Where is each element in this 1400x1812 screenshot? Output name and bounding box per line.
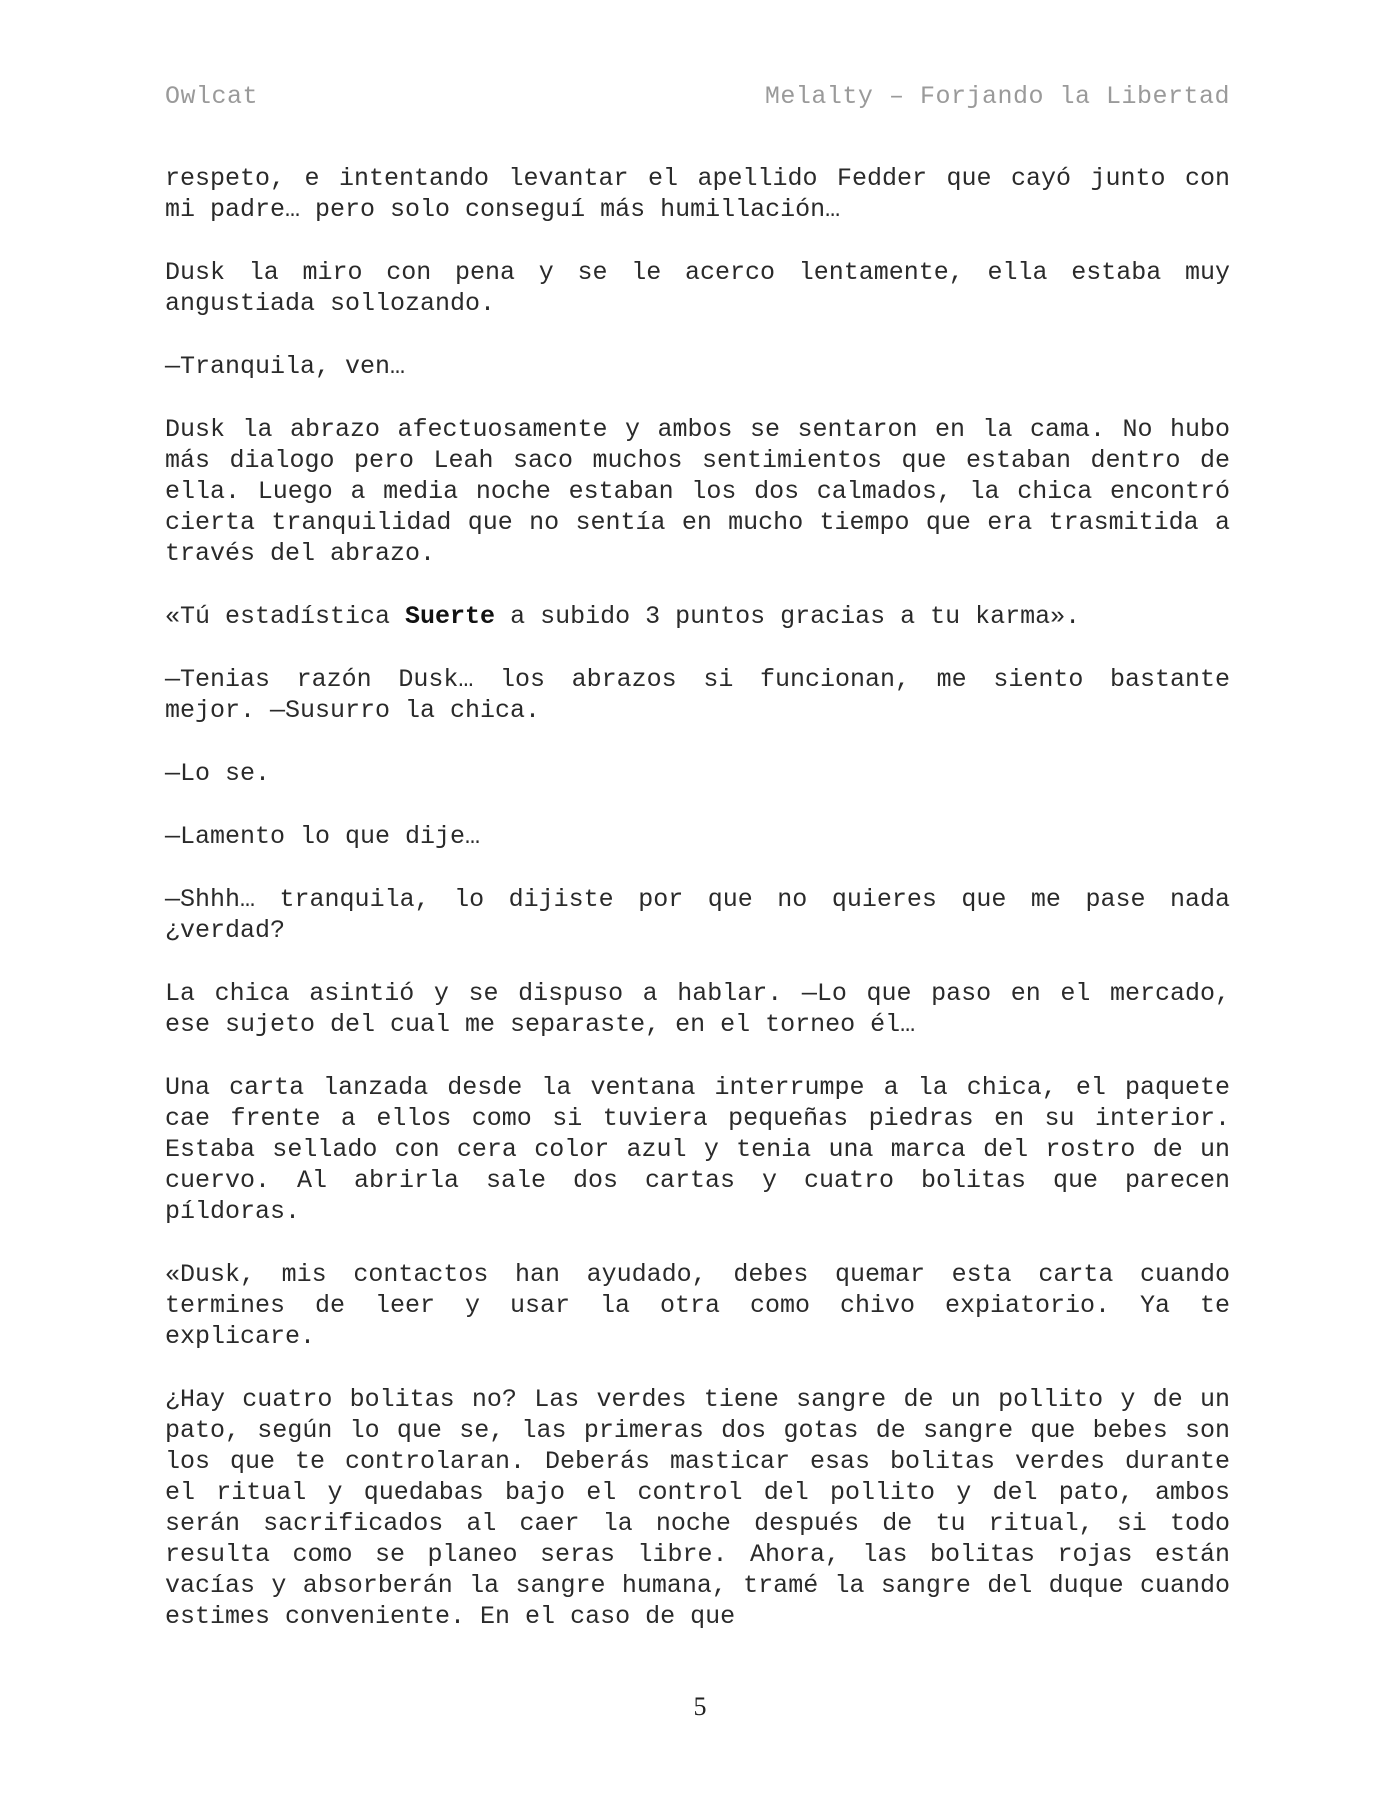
paragraph: La chica asintió y se dispuso a hablar. —Lo que paso en el mercado, ese sujeto del cual me separaste, en el torneo él… <box>165 979 1230 1039</box>
paragraph: Dusk la miro con pena y se le acerco lentamente, ella estaba muy angustiada sollozando. <box>165 258 1230 318</box>
paragraph: ¿Hay cuatro bolitas no? Las verdes tiene sangre de un pollito y de un pato, según lo que se, las primeras dos gotas de sangre que bebes son los que te controlaran. Deberás masticar esas bolitas verdes durante el ritual y quedabas bajo el control del pollito y del pato, ambos serán sacrificados al caer la noche después de tu ritual, si todo resulta como se planeo seras libre. Ahora, las bolitas rojas están vacías y absorberán la sangre humana, tramé la sangre del duque cuando estimes conveniente. En el caso de que <box>165 1385 1230 1631</box>
system-message-after: a subido 3 puntos gracias a tu karma». <box>495 602 1081 631</box>
paragraph: —Tranquila, ven… <box>165 352 406 381</box>
paragraph: «Dusk, mis contactos han ayudado, debes quemar esta carta cuando termines de leer y usar la otra como chivo expiatorio. Ya te explicare. <box>165 1260 1230 1351</box>
paragraph-system-message <box>165 601 1230 632</box>
stat-name: Suerte <box>405 602 496 631</box>
page-number: 5 <box>693 1692 707 1721</box>
body-text <box>165 163 1230 1664</box>
paragraph: respeto, e intentando levantar el apellido Fedder que cayó junto con mi padre… pero solo conseguí más humillación… <box>165 164 1230 224</box>
paragraph: —Tenias razón Dusk… los abrazos si funcionan, me siento bastante mejor. —Susurro la chica. <box>165 665 1230 725</box>
header-title: Melalty – Forjando la Libertad <box>764 82 1230 111</box>
paragraph: —Lo se. <box>165 759 271 788</box>
system-message-before: «Tú estadística <box>165 602 406 631</box>
running-header <box>165 82 1230 111</box>
paragraph: Una carta lanzada desde la ventana interrumpe a la chica, el paquete cae frente a ellos como si tuviera pequeñas piedras en su interior. Estaba sellado con cera color azul y tenia una marca del rostro de un cuervo. Al abrirla sale dos cartas y cuatro bolitas que parecen píldoras. <box>165 1073 1230 1226</box>
paragraph: —Lamento lo que dije… <box>165 822 481 851</box>
header-author: Owlcat <box>165 82 259 111</box>
paragraph: —Shhh… tranquila, lo dijiste por que no quieres que me pase nada ¿verdad? <box>165 885 1230 945</box>
paragraph: Dusk la abrazo afectuosamente y ambos se sentaron en la cama. No hubo más dialogo pero Leah saco muchos sentimientos que estaban dentro de ella. Luego a media noche estaban los dos calmados, la chica encontró cierta tranquilidad que no sentía en mucho tiempo que era trasmitida a través del abrazo. <box>165 415 1230 568</box>
